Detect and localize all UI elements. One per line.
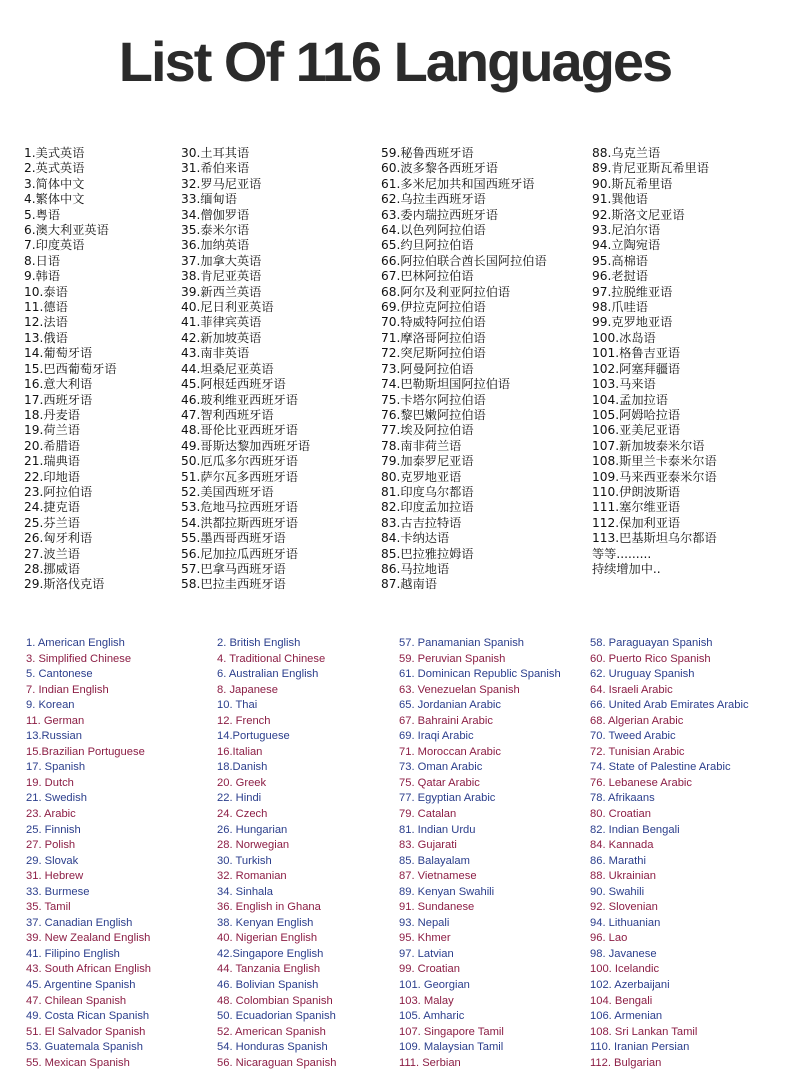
chinese-language-item: 7.印度英语 [24, 238, 85, 253]
chinese-language-item: 36.加纳英语 [181, 238, 250, 253]
english-language-item: 67. Bahraini Arabic [399, 714, 493, 727]
chinese-language-item: 84.卡纳达语 [381, 531, 450, 546]
english-language-item: 75. Qatar Arabic [399, 776, 480, 789]
chinese-language-item: 56.尼加拉瓜西班牙语 [181, 546, 298, 561]
chinese-language-item: 104.孟加拉语 [592, 392, 668, 407]
chinese-language-item: 3.简体中文 [24, 176, 85, 191]
english-language-item: 12. French [217, 714, 271, 727]
chinese-language-item: 10.泰语 [24, 284, 68, 299]
english-language-item: 76. Lebanese Arabic [590, 776, 693, 789]
english-language-item: 106. Armenian [590, 1010, 663, 1023]
chinese-language-item: 90.斯瓦希里语 [592, 176, 673, 191]
english-language-item: 6. Australian English [217, 668, 319, 681]
english-language-item: 1. American English [26, 637, 125, 649]
english-language-item: 73. Oman Arabic [399, 761, 483, 774]
chinese-language-item: 53.危地马拉西班牙语 [181, 500, 298, 515]
chinese-language-column-1 [24, 146, 117, 593]
english-language-item: 7. Indian English [26, 683, 109, 696]
chinese-language-item: 80.克罗地亚语 [381, 469, 462, 484]
english-language-item: 86. Marathi [590, 854, 646, 867]
chinese-language-item: 54.洪都拉斯西班牙语 [181, 515, 298, 530]
english-language-item: 30. Turkish [217, 854, 272, 867]
english-language-item: 10. Thai [217, 699, 258, 712]
chinese-language-item: 持续增加中.. [592, 561, 661, 576]
chinese-language-item: 85.巴拉雅拉姆语 [381, 546, 474, 561]
chinese-language-item: 71.摩洛哥阿拉伯语 [381, 330, 486, 345]
page-title: List Of 116 Languages [118, 30, 672, 93]
english-language-item: 104. Bengali [590, 994, 653, 1007]
english-language-item: 110. Iranian Persian [590, 1041, 690, 1054]
chinese-language-item: 65.约旦阿拉伯语 [381, 238, 474, 253]
chinese-language-item: 112.保加利亚语 [592, 515, 681, 530]
chinese-language-item: 50.厄瓜多尔西班牙语 [181, 454, 298, 469]
english-language-item: 60. Puerto Rico Spanish [590, 652, 711, 665]
chinese-language-item: 17.西班牙语 [24, 392, 93, 407]
english-language-item: 17. Spanish [26, 761, 86, 774]
chinese-language-item: 57.巴拿马西班牙语 [181, 561, 286, 576]
chinese-language-item: 89.肯尼亚斯瓦希里语 [592, 161, 709, 176]
english-language-item: 64. Israeli Arabic [590, 683, 673, 696]
english-language-item: 24. Czech [217, 808, 268, 821]
english-language-column-4 [590, 636, 749, 1071]
english-language-item: 39. New Zealand English [26, 932, 151, 945]
chinese-language-item: 101.格鲁吉亚语 [592, 346, 681, 361]
english-language-item: 62. Uruguay Spanish [590, 668, 695, 681]
english-language-item: 27. Polish [26, 839, 76, 852]
english-language-item: 99. Croatian [399, 963, 460, 976]
chinese-language-item: 94.立陶宛语 [592, 238, 661, 253]
chinese-language-item: 60.波多黎各西班牙语 [381, 161, 498, 176]
english-language-item: 22. Hindi [217, 792, 262, 805]
english-language-item: 15.Brazilian Portuguese [26, 745, 145, 758]
chinese-language-item: 39.新西兰英语 [181, 284, 262, 299]
chinese-language-item: 86.马拉地语 [381, 561, 450, 576]
english-language-item: 109. Malaysian Tamil [399, 1041, 504, 1054]
english-language-item: 65. Jordanian Arabic [399, 699, 501, 712]
chinese-language-item: 102.阿塞拜疆语 [592, 361, 681, 376]
chinese-language-item: 103.马来语 [592, 377, 656, 392]
chinese-language-item: 31.希伯来语 [181, 161, 250, 176]
chinese-language-item: 38.肯尼亚英语 [181, 269, 262, 284]
chinese-language-item: 42.新加坡英语 [181, 330, 262, 345]
english-language-item: 52. American Spanish [217, 1025, 326, 1038]
chinese-language-item: 5.粤语 [24, 207, 61, 222]
chinese-language-item: 83.古吉拉特语 [381, 515, 462, 530]
chinese-language-item: 29.斯洛伐克语 [24, 577, 105, 592]
english-language-item: 36. English in Ghana [217, 901, 321, 914]
english-language-item: 85. Balayalam [399, 854, 470, 867]
english-language-item: 90. Swahili [590, 885, 645, 898]
english-language-item: 23. Arabic [26, 808, 76, 821]
chinese-language-item: 25.芬兰语 [24, 515, 80, 530]
chinese-language-item: 4.繁体中文 [24, 192, 85, 207]
chinese-language-item: 87.越南语 [381, 577, 437, 592]
chinese-language-item: 106.亚美尼亚语 [592, 423, 681, 438]
chinese-language-item: 32.罗马尼亚语 [181, 176, 262, 191]
chinese-language-item: 40.尼日利亚英语 [181, 300, 274, 315]
english-language-item: 16.Italian [217, 745, 263, 758]
english-language-item: 100. Icelandic [590, 963, 660, 976]
chinese-language-item: 107.新加坡泰米尔语 [592, 438, 705, 453]
english-language-item: 54. Honduras Spanish [217, 1041, 328, 1054]
chinese-language-item: 67.巴林阿拉伯语 [381, 269, 474, 284]
chinese-language-item: 98.爪哇语 [592, 300, 648, 315]
chinese-language-item: 46.玻利维亚西班牙语 [181, 392, 298, 407]
chinese-language-item: 2.英式英语 [24, 161, 85, 176]
english-language-item: 58. Paraguayan Spanish [590, 637, 713, 649]
english-language-item: 11. German [26, 714, 85, 727]
english-language-item: 49. Costa Rican Spanish [26, 1010, 150, 1023]
english-language-item: 19. Dutch [26, 776, 74, 789]
english-language-item: 98. Javanese [590, 947, 657, 960]
chinese-language-item: 79.加泰罗尼亚语 [381, 454, 474, 469]
english-language-item: 32. Romanian [217, 870, 287, 883]
english-language-item: 20. Greek [217, 776, 267, 789]
chinese-language-item: 77.埃及阿拉伯语 [381, 423, 474, 438]
chinese-language-item: 24.捷克语 [24, 500, 80, 515]
chinese-language-item: 59.秘鲁西班牙语 [381, 146, 474, 160]
english-language-item: 81. Indian Urdu [399, 823, 476, 836]
english-language-item: 93. Nepali [399, 916, 450, 929]
chinese-language-item: 81.印度乌尔都语 [381, 484, 474, 499]
chinese-language-item: 72.突尼斯阿拉伯语 [381, 346, 486, 361]
chinese-language-item: 100.冰岛语 [592, 330, 656, 345]
chinese-language-item: 97.拉脱维亚语 [592, 284, 673, 299]
chinese-language-item: 34.僧伽罗语 [181, 207, 250, 222]
chinese-language-item: 92.斯洛文尼亚语 [592, 207, 685, 222]
english-language-item: 51. El Salvador Spanish [26, 1025, 146, 1038]
chinese-language-item: 88.乌克兰语 [592, 146, 661, 160]
chinese-language-item: 33.缅甸语 [181, 192, 237, 207]
english-language-item: 9. Korean [26, 699, 75, 712]
english-language-item: 8. Japanese [217, 683, 278, 696]
chinese-language-item: 69.伊拉克阿拉伯语 [381, 300, 486, 315]
english-language-item: 21. Swedish [26, 792, 87, 805]
chinese-language-item: 64.以色列阿拉伯语 [381, 223, 486, 238]
chinese-language-item: 61.多米尼加共和国西班牙语 [381, 176, 535, 191]
english-language-item: 79. Catalan [399, 808, 457, 821]
english-language-item: 50. Ecuadorian Spanish [217, 1010, 336, 1023]
chinese-language-item: 63.委内瑞拉西班牙语 [381, 207, 498, 222]
english-language-item: 37. Canadian English [26, 916, 133, 929]
chinese-language-item: 44.坦桑尼亚英语 [181, 361, 274, 376]
english-language-item: 88. Ukrainian [590, 870, 656, 883]
chinese-language-item: 48.哥伦比亚西班牙语 [181, 423, 298, 438]
chinese-language-item: 30.土耳其语 [181, 146, 250, 160]
chinese-language-item: 18.丹麦语 [24, 407, 80, 422]
chinese-language-item: 16.意大利语 [24, 377, 93, 392]
english-language-item: 56. Nicaraguan Spanish [217, 1056, 337, 1069]
english-language-item: 70. Tweed Arabic [590, 730, 676, 743]
english-language-item: 18.Danish [217, 761, 268, 774]
english-language-item: 44. Tanzania English [217, 963, 321, 976]
english-language-item: 13.Russian [26, 730, 82, 743]
english-language-item: 4. Traditional Chinese [217, 652, 326, 665]
english-language-item: 82. Indian Bengali [590, 823, 680, 836]
english-language-item: 33. Burmese [26, 885, 90, 898]
english-language-item: 2. British English [217, 637, 301, 649]
chinese-language-item: 1.美式英语 [24, 146, 85, 160]
english-language-item: 89. Kenyan Swahili [399, 885, 495, 898]
chinese-language-item: 45.阿根廷西班牙语 [181, 377, 286, 392]
english-language-item: 42.Singapore English [217, 947, 324, 960]
english-language-item: 3. Simplified Chinese [26, 652, 132, 665]
english-language-item: 35. Tamil [26, 901, 71, 914]
english-language-item: 41. Filipino English [26, 947, 120, 960]
chinese-language-item: 28.挪威语 [24, 561, 80, 576]
english-language-item: 69. Iraqi Arabic [399, 730, 474, 743]
chinese-language-item: 111.塞尔维亚语 [592, 500, 681, 515]
chinese-language-item: 等等......... [592, 546, 652, 561]
english-language-item: 105. Amharic [399, 1010, 465, 1023]
english-language-item: 72. Tunisian Arabic [590, 745, 685, 758]
chinese-language-item: 113.巴基斯坦乌尔都语 [592, 531, 717, 546]
chinese-language-item: 19.荷兰语 [24, 423, 80, 438]
english-language-item: 102. Azerbaijani [590, 979, 670, 992]
english-language-item: 103. Malay [399, 994, 454, 1007]
english-language-item: 108. Sri Lankan Tamil [590, 1025, 698, 1038]
english-language-item: 55. Mexican Spanish [26, 1056, 130, 1069]
english-language-item: 40. Nigerian English [217, 932, 318, 945]
chinese-language-item: 73.阿曼阿拉伯语 [381, 361, 474, 376]
english-language-item: 53. Guatemala Spanish [26, 1041, 143, 1054]
english-language-item: 101. Georgian [399, 979, 470, 992]
english-language-column-1 [26, 636, 151, 1071]
chinese-language-item: 62.乌拉圭西班牙语 [381, 192, 486, 207]
english-language-item: 66. United Arab Emirates Arabic [590, 699, 749, 712]
chinese-language-item: 99.克罗地亚语 [592, 315, 673, 330]
english-language-item: 59. Peruvian Spanish [399, 652, 506, 665]
chinese-language-item: 108.斯里兰卡泰米尔语 [592, 454, 717, 469]
chinese-language-item: 91.巽他语 [592, 192, 648, 207]
english-language-item: 74. State of Palestine Arabic [590, 761, 731, 774]
chinese-language-item: 11.德语 [24, 300, 68, 315]
english-language-item: 29. Slovak [26, 854, 79, 867]
chinese-language-item: 93.尼泊尔语 [592, 223, 661, 238]
english-language-item: 68. Algerian Arabic [590, 714, 684, 727]
chinese-language-item: 105.阿姆哈拉语 [592, 407, 681, 422]
english-language-item: 77. Egyptian Arabic [399, 792, 496, 805]
chinese-language-item: 58.巴拉圭西班牙语 [181, 577, 286, 592]
chinese-language-item: 55.墨西哥西班牙语 [181, 531, 286, 546]
chinese-language-item: 14.葡萄牙语 [24, 346, 93, 361]
chinese-language-item: 8.日语 [24, 253, 61, 268]
chinese-language-item: 9.韩语 [24, 269, 61, 284]
chinese-language-item: 66.阿拉伯联合酋长国阿拉伯语 [381, 253, 547, 268]
chinese-language-item: 15.巴西葡萄牙语 [24, 361, 117, 376]
english-language-item: 95. Khmer [399, 932, 451, 945]
chinese-language-item: 37.加拿大英语 [181, 253, 262, 268]
english-language-item: 84. Kannada [590, 839, 654, 852]
english-language-item: 61. Dominican Republic Spanish [399, 668, 561, 681]
chinese-language-item: 49.哥斯达黎加西班牙语 [181, 438, 311, 453]
english-language-item: 38. Kenyan English [217, 916, 314, 929]
english-language-item: 63. Venezuelan Spanish [399, 683, 520, 696]
chinese-language-item: 78.南非荷兰语 [381, 438, 462, 453]
chinese-language-item: 20.希腊语 [24, 438, 80, 453]
chinese-language-item: 27.波兰语 [24, 546, 80, 561]
chinese-language-item: 6.澳大利亚英语 [24, 223, 109, 238]
chinese-language-item: 96.老挝语 [592, 269, 648, 284]
chinese-language-item: 12.法语 [24, 315, 68, 330]
english-language-item: 46. Bolivian Spanish [217, 979, 319, 992]
english-language-column-2 [217, 636, 336, 1071]
english-language-item: 48. Colombian Spanish [217, 994, 333, 1007]
english-language-item: 57. Panamanian Spanish [399, 637, 525, 649]
english-language-item: 112. Bulgarian [590, 1056, 662, 1069]
english-language-item: 5. Cantonese [26, 668, 93, 681]
english-language-item: 91. Sundanese [399, 901, 475, 914]
english-language-item: 92. Slovenian [590, 901, 658, 914]
english-language-item: 31. Hebrew [26, 870, 84, 883]
chinese-language-item: 51.萨尔瓦多西班牙语 [181, 469, 298, 484]
chinese-language-item: 82.印度孟加拉语 [381, 500, 474, 515]
english-language-item: 28. Norwegian [217, 839, 290, 852]
english-language-item: 14.Portuguese [217, 730, 290, 743]
chinese-language-column-3 [381, 146, 547, 593]
english-language-column-3 [399, 636, 561, 1071]
chinese-language-item: 35.泰米尔语 [181, 223, 250, 238]
english-language-item: 107. Singapore Tamil [399, 1025, 504, 1038]
english-language-item: 47. Chilean Spanish [26, 994, 127, 1007]
chinese-language-item: 74.巴勒斯坦国阿拉伯语 [381, 377, 511, 392]
english-language-item: 83. Gujarati [399, 839, 457, 852]
english-language-item: 71. Moroccan Arabic [399, 745, 501, 758]
chinese-language-item: 22.印地语 [24, 469, 80, 484]
chinese-language-item: 70.特威特阿拉伯语 [381, 315, 486, 330]
english-language-item: 87. Vietnamese [399, 870, 477, 883]
chinese-language-item: 47.智利西班牙语 [181, 407, 274, 422]
chinese-language-item: 110.伊朗波斯语 [592, 484, 681, 499]
english-language-item: 45. Argentine Spanish [26, 979, 136, 992]
english-language-item: 111. Serbian [399, 1056, 461, 1069]
english-language-item: 78. Afrikaans [590, 792, 655, 805]
chinese-language-item: 76.黎巴嫩阿拉伯语 [381, 407, 486, 422]
chinese-language-column-4 [592, 146, 717, 577]
chinese-language-item: 68.阿尔及利亚阿拉伯语 [381, 284, 511, 299]
english-language-item: 26. Hungarian [217, 823, 288, 836]
english-language-item: 34. Sinhala [217, 885, 273, 898]
chinese-language-item: 75.卡塔尔阿拉伯语 [381, 392, 486, 407]
chinese-language-item: 23.阿拉伯语 [24, 484, 93, 499]
chinese-language-item: 41.菲律宾英语 [181, 315, 262, 330]
english-language-item: 43. South African English [26, 963, 152, 976]
english-language-item: 97. Latvian [399, 947, 454, 960]
chinese-language-item: 52.美国西班牙语 [181, 484, 274, 499]
english-language-item: 96. Lao [590, 932, 628, 945]
chinese-language-item: 95.高棉语 [592, 253, 648, 268]
chinese-language-item: 26.匈牙利语 [24, 531, 93, 546]
chinese-language-item: 21.瑞典语 [24, 454, 80, 469]
chinese-language-column-2 [181, 146, 310, 593]
english-language-item: 94. Lithuanian [590, 916, 661, 929]
chinese-language-item: 43.南非英语 [181, 346, 250, 361]
chinese-language-item: 13.俄语 [24, 330, 68, 345]
english-language-item: 25. Finnish [26, 823, 81, 836]
english-language-item: 80. Croatian [590, 808, 651, 821]
chinese-language-item: 109.马来西亚泰米尔语 [592, 469, 717, 484]
